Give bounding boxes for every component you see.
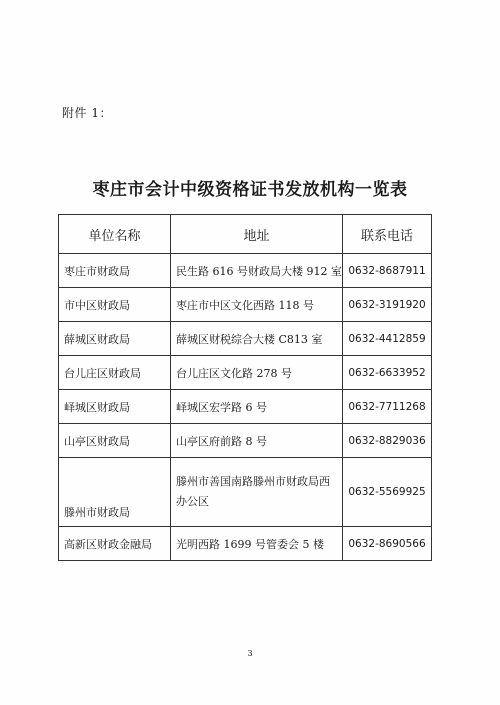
unit-name-cell: 市中区财政局 — [59, 288, 171, 322]
unit-name-cell: 高新区财政金融局 — [59, 527, 171, 561]
address-cell: 台儿庄区文化路 278 号 — [171, 356, 343, 390]
page-number: 3 — [247, 649, 253, 658]
table-row — [59, 254, 432, 288]
table-row — [59, 288, 432, 322]
table-row — [59, 458, 432, 527]
header-phone: 联系电话 — [343, 215, 432, 254]
unit-name-cell: 山亭区财政局 — [59, 424, 171, 458]
institution-table — [58, 214, 432, 561]
attachment-label: 附件 1： — [62, 106, 112, 120]
address-cell: 枣庄市中区文化西路 118 号 — [171, 288, 343, 322]
address-cell: 峄城区宏学路 6 号 — [171, 390, 343, 424]
phone-cell: 0632-6633952 — [343, 356, 432, 390]
unit-name-cell: 滕州市财政局 — [59, 458, 171, 527]
table-row — [59, 322, 432, 356]
document-title: 枣庄市会计中级资格证书发放机构一览表 — [92, 180, 408, 200]
phone-cell: 0632-5569925 — [343, 458, 432, 527]
table-header-row — [59, 215, 432, 254]
table-row — [59, 527, 432, 561]
unit-name-cell: 峄城区财政局 — [59, 390, 171, 424]
phone-cell: 0632-8687911 — [343, 254, 432, 288]
phone-cell: 0632-8829036 — [343, 424, 432, 458]
phone-cell: 0632-7711268 — [343, 390, 432, 424]
phone-cell: 0632-3191920 — [343, 288, 432, 322]
address-cell: 山亭区府前路 8 号 — [171, 424, 343, 458]
address-cell: 滕州市善国南路滕州市财政局西办公区 — [171, 458, 343, 527]
address-cell: 民生路 616 号财政局大楼 912 室 — [171, 254, 343, 288]
header-address: 地址 — [171, 215, 343, 254]
table-row — [59, 356, 432, 390]
unit-name-cell: 枣庄市财政局 — [59, 254, 171, 288]
address-cell: 光明西路 1699 号管委会 5 楼 — [171, 527, 343, 561]
address-cell: 薛城区财税综合大楼 C813 室 — [171, 322, 343, 356]
unit-name-cell: 薛城区财政局 — [59, 322, 171, 356]
table-row — [59, 390, 432, 424]
phone-cell: 0632-8690566 — [343, 527, 432, 561]
header-unit-name: 单位名称 — [59, 215, 171, 254]
phone-cell: 0632-4412859 — [343, 322, 432, 356]
table-row — [59, 424, 432, 458]
unit-name-cell: 台儿庄区财政局 — [59, 356, 171, 390]
